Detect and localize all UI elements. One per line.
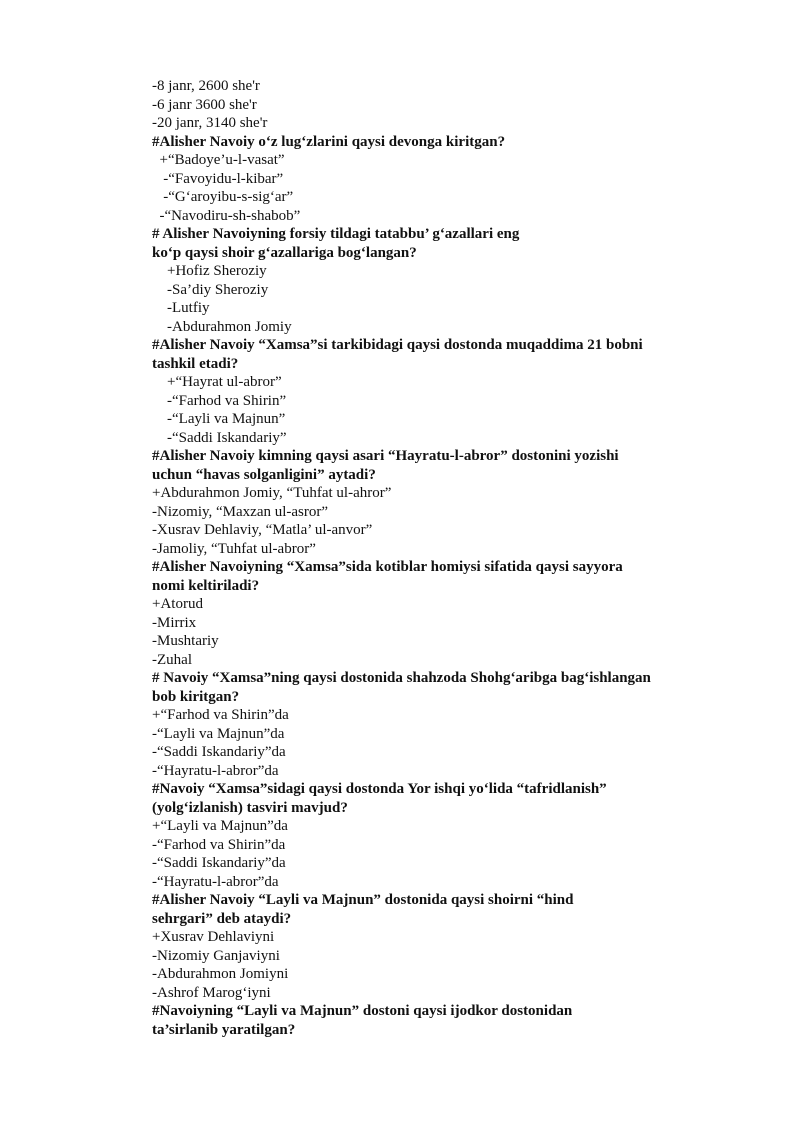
answer-option: -Nizomiy Ganjaviyni: [152, 947, 280, 964]
answer-option: -“Layli va Majnun”: [152, 411, 286, 427]
answer-option: -Sa’diy Sheroziy: [152, 281, 269, 298]
question-text: #Alisher Navoiyning “Xamsa”sida kotiblar homiysi sifatida qaysi sayyora nomi keltiriladi?: [152, 559, 623, 594]
answer-option: -Zuhal: [152, 651, 192, 668]
answer-option: -“Farhod va Shirin”: [152, 392, 287, 409]
answer-option: +“Layli va Majnun”da: [152, 818, 288, 834]
answer-option: -“G‘aroyibu-s-sig‘ar”: [152, 189, 294, 205]
question-text: #Alisher Navoiy “Xamsa”si tarkibidagi qaysi dostonda muqaddima 21 bobni tashkil etadi?: [152, 337, 643, 372]
answer-option: -“Favoyidu-l-kibar”: [152, 170, 284, 187]
question-text: #Navoiy “Xamsa”sidagi qaysi dostonda Yor ishqi yo‘lida “tafridlanish” (yolg‘izlanish) tasviri mavjud?: [152, 781, 607, 816]
answer-option: +Xusrav Dehlaviyni: [152, 929, 275, 945]
answer-option: -8 janr, 2600 she'r: [152, 78, 260, 94]
answer-option: -Jamoliy, “Tuhfat ul-abror”: [152, 540, 316, 557]
answer-option: +Hofiz Sheroziy: [152, 263, 267, 279]
question-text: # Alisher Navoiyning forsiy tildagi tatabbu’ g‘azallari eng ko‘p qaysi shoir g‘azallariga bog‘langan?: [152, 226, 520, 261]
answer-option: -Xusrav Dehlaviy, “Matla’ ul-anvor”: [152, 522, 373, 538]
answer-option: -Abdurahmon Jomiyni: [152, 966, 289, 982]
answer-option: +“Badoye’u-l-vasat”: [152, 152, 285, 168]
question-text: #Alisher Navoiy o‘z lug‘zlarini qaysi devonga kiritgan?: [152, 133, 506, 150]
answer-option: -“Hayratu-l-abror”da: [152, 873, 279, 890]
answer-option: +“Farhod va Shirin”da: [152, 707, 289, 723]
answer-option: -Mirrix: [152, 614, 197, 631]
answer-option: +“Hayrat ul-abror”: [152, 374, 282, 390]
answer-option: -“Saddi Iskandariy”: [152, 429, 287, 446]
answer-option: -“Farhod va Shirin”da: [152, 836, 286, 853]
answer-option: -“Hayratu-l-abror”da: [152, 762, 279, 779]
quiz-text-body: [152, 77, 742, 1039]
answer-option: -20 janr, 3140 she'r: [152, 115, 268, 131]
answer-option: +Atorud: [152, 596, 203, 612]
answer-option: -6 janr 3600 she'r: [152, 96, 257, 113]
question-text: # Navoiy “Xamsa”ning qaysi dostonida shahzoda Shohg‘aribga bag‘ishlangan bob kiritgan?: [152, 670, 651, 705]
answer-option: -Mushtariy: [152, 633, 219, 649]
answer-option: -Abdurahmon Jomiy: [152, 318, 292, 335]
answer-option: -“Saddi Iskandariy”da: [152, 855, 286, 871]
answer-option: -Lutfiy: [152, 300, 210, 316]
question-text: #Alisher Navoiy kimning qaysi asari “Hayratu-l-abror” dostonini yozishi uchun “havas solganligini” aytadi?: [152, 448, 619, 483]
answer-option: -“Navodiru-sh-shabob”: [152, 207, 301, 224]
answer-option: -“Saddi Iskandariy”da: [152, 744, 286, 760]
question-text: #Navoiyning “Layli va Majnun” dostoni qaysi ijodkor dostonidan ta’sirlanib yaratilgan?: [152, 1003, 573, 1038]
answer-option: -Ashrof Marog‘iyni: [152, 984, 271, 1001]
question-text: #Alisher Navoiy “Layli va Majnun” dostonida qaysi shoirni “hind sehrgari” deb ataydi?: [152, 892, 574, 927]
answer-option: -Nizomiy, “Maxzan ul-asror”: [152, 503, 329, 520]
answer-option: -“Layli va Majnun”da: [152, 725, 285, 742]
answer-option: +Abdurahmon Jomiy, “Tuhfat ul-ahror”: [152, 485, 392, 501]
